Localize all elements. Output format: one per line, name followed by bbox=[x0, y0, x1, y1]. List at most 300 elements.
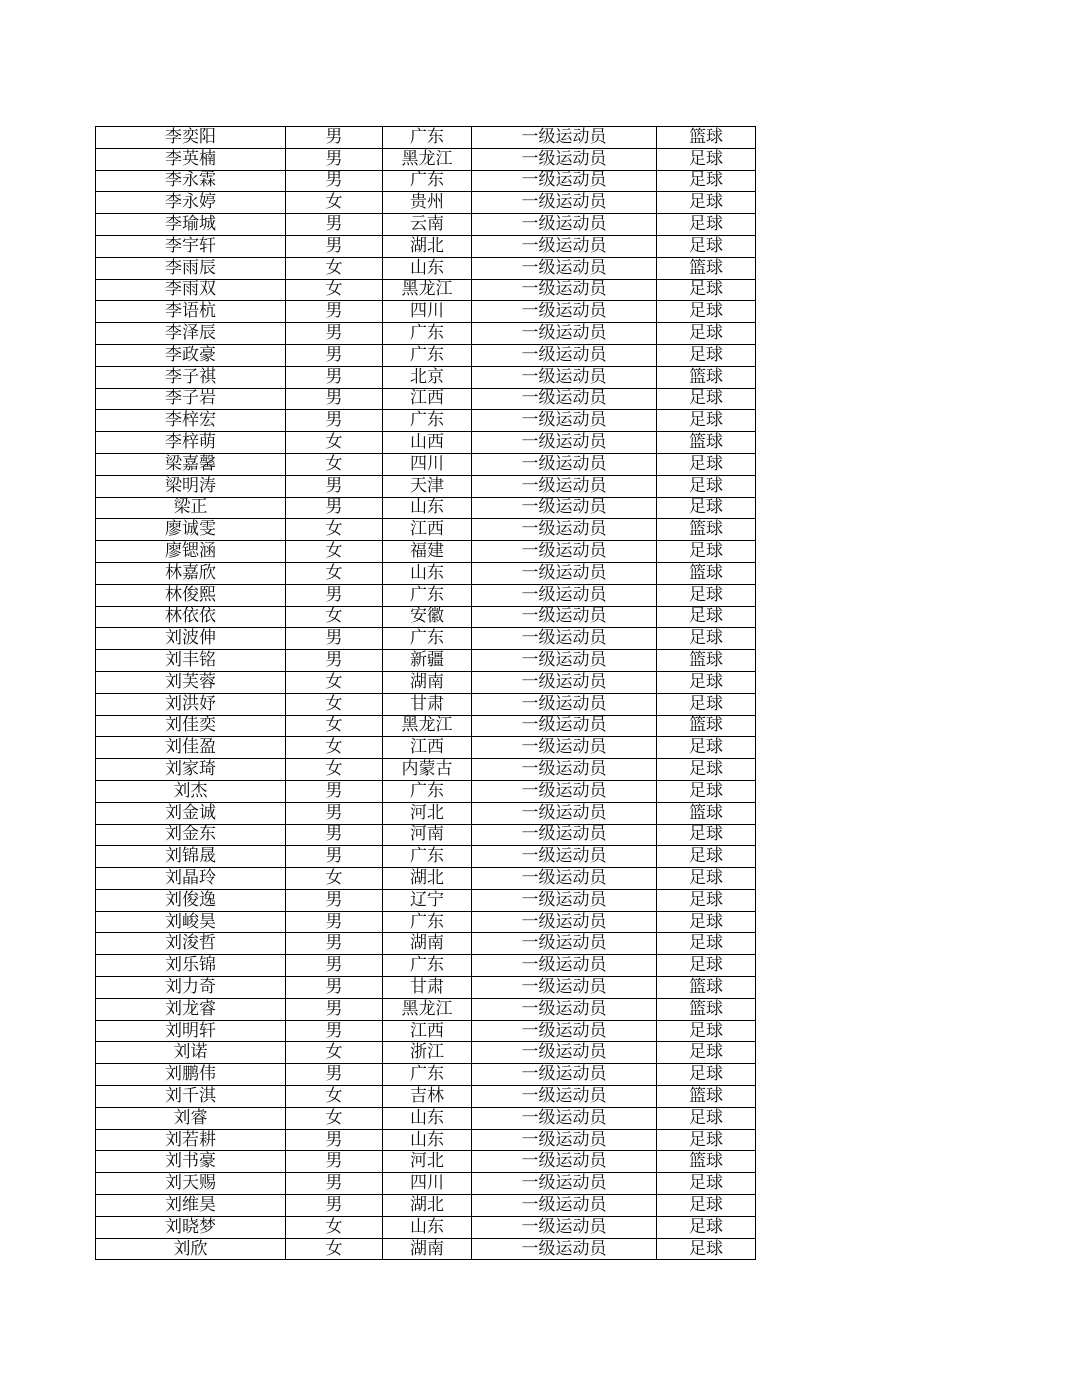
name-cell: 李梓宏 bbox=[96, 410, 286, 432]
table-row bbox=[96, 148, 756, 170]
level-cell: 一级运动员 bbox=[472, 759, 657, 781]
province-cell: 辽宁 bbox=[383, 889, 472, 911]
sport-cell: 足球 bbox=[657, 344, 756, 366]
level-cell: 一级运动员 bbox=[472, 584, 657, 606]
table-row bbox=[96, 1195, 756, 1217]
athlete-roster-table bbox=[95, 126, 756, 1260]
province-cell: 广东 bbox=[383, 955, 472, 977]
name-cell: 李泽辰 bbox=[96, 323, 286, 345]
name-cell: 刘佳盈 bbox=[96, 737, 286, 759]
province-cell: 黑龙江 bbox=[383, 715, 472, 737]
province-cell: 江西 bbox=[383, 519, 472, 541]
sport-cell: 足球 bbox=[657, 388, 756, 410]
gender-cell: 男 bbox=[286, 1129, 383, 1151]
sport-cell: 足球 bbox=[657, 846, 756, 868]
table-row bbox=[96, 868, 756, 890]
sport-cell: 足球 bbox=[657, 628, 756, 650]
province-cell: 广东 bbox=[383, 344, 472, 366]
table-row bbox=[96, 846, 756, 868]
table-row bbox=[96, 955, 756, 977]
sport-cell: 足球 bbox=[657, 671, 756, 693]
level-cell: 一级运动员 bbox=[472, 235, 657, 257]
level-cell: 一级运动员 bbox=[472, 1107, 657, 1129]
gender-cell: 男 bbox=[286, 127, 383, 149]
sport-cell: 篮球 bbox=[657, 257, 756, 279]
table-row bbox=[96, 323, 756, 345]
name-cell: 林依依 bbox=[96, 606, 286, 628]
gender-cell: 女 bbox=[286, 192, 383, 214]
sport-cell: 篮球 bbox=[657, 802, 756, 824]
sport-cell: 足球 bbox=[657, 323, 756, 345]
gender-cell: 男 bbox=[286, 1020, 383, 1042]
province-cell: 北京 bbox=[383, 366, 472, 388]
sport-cell: 足球 bbox=[657, 1042, 756, 1064]
table-row bbox=[96, 235, 756, 257]
sport-cell: 足球 bbox=[657, 889, 756, 911]
province-cell: 黑龙江 bbox=[383, 148, 472, 170]
sport-cell: 篮球 bbox=[657, 562, 756, 584]
sport-cell: 足球 bbox=[657, 541, 756, 563]
table-row bbox=[96, 671, 756, 693]
name-cell: 刘欣 bbox=[96, 1238, 286, 1260]
name-cell: 刘龙睿 bbox=[96, 998, 286, 1020]
province-cell: 山东 bbox=[383, 1216, 472, 1238]
level-cell: 一级运动员 bbox=[472, 911, 657, 933]
level-cell: 一级运动员 bbox=[472, 1129, 657, 1151]
sport-cell: 篮球 bbox=[657, 519, 756, 541]
table-row bbox=[96, 889, 756, 911]
gender-cell: 男 bbox=[286, 323, 383, 345]
province-cell: 四川 bbox=[383, 1173, 472, 1195]
gender-cell: 男 bbox=[286, 911, 383, 933]
gender-cell: 女 bbox=[286, 606, 383, 628]
gender-cell: 女 bbox=[286, 1042, 383, 1064]
name-cell: 刘峻昊 bbox=[96, 911, 286, 933]
name-cell: 刘浚哲 bbox=[96, 933, 286, 955]
table-row bbox=[96, 998, 756, 1020]
level-cell: 一级运动员 bbox=[472, 257, 657, 279]
province-cell: 山东 bbox=[383, 562, 472, 584]
sport-cell: 篮球 bbox=[657, 366, 756, 388]
sport-cell: 足球 bbox=[657, 1129, 756, 1151]
name-cell: 李永婷 bbox=[96, 192, 286, 214]
name-cell: 刘千淇 bbox=[96, 1086, 286, 1108]
sport-cell: 足球 bbox=[657, 868, 756, 890]
level-cell: 一级运动员 bbox=[472, 344, 657, 366]
name-cell: 李宇轩 bbox=[96, 235, 286, 257]
table-row bbox=[96, 257, 756, 279]
name-cell: 李雨双 bbox=[96, 279, 286, 301]
sport-cell: 足球 bbox=[657, 780, 756, 802]
gender-cell: 男 bbox=[286, 148, 383, 170]
province-cell: 湖北 bbox=[383, 235, 472, 257]
level-cell: 一级运动员 bbox=[472, 323, 657, 345]
table-row bbox=[96, 519, 756, 541]
gender-cell: 女 bbox=[286, 693, 383, 715]
sport-cell: 足球 bbox=[657, 911, 756, 933]
level-cell: 一级运动员 bbox=[472, 998, 657, 1020]
province-cell: 湖南 bbox=[383, 1238, 472, 1260]
table-row bbox=[96, 1042, 756, 1064]
level-cell: 一级运动员 bbox=[472, 127, 657, 149]
level-cell: 一级运动员 bbox=[472, 955, 657, 977]
level-cell: 一级运动员 bbox=[472, 606, 657, 628]
sport-cell: 足球 bbox=[657, 235, 756, 257]
table-row bbox=[96, 475, 756, 497]
gender-cell: 男 bbox=[286, 628, 383, 650]
level-cell: 一级运动员 bbox=[472, 366, 657, 388]
table-row bbox=[96, 562, 756, 584]
table-row bbox=[96, 606, 756, 628]
sport-cell: 足球 bbox=[657, 606, 756, 628]
name-cell: 刘睿 bbox=[96, 1107, 286, 1129]
gender-cell: 女 bbox=[286, 279, 383, 301]
table-row bbox=[96, 410, 756, 432]
sport-cell: 足球 bbox=[657, 475, 756, 497]
name-cell: 刘洪妤 bbox=[96, 693, 286, 715]
level-cell: 一级运动员 bbox=[472, 1173, 657, 1195]
province-cell: 广东 bbox=[383, 911, 472, 933]
gender-cell: 女 bbox=[286, 715, 383, 737]
gender-cell: 男 bbox=[286, 955, 383, 977]
name-cell: 刘维昊 bbox=[96, 1195, 286, 1217]
level-cell: 一级运动员 bbox=[472, 1086, 657, 1108]
table-row bbox=[96, 737, 756, 759]
table-row bbox=[96, 127, 756, 149]
sport-cell: 足球 bbox=[657, 693, 756, 715]
gender-cell: 男 bbox=[286, 497, 383, 519]
level-cell: 一级运动员 bbox=[472, 889, 657, 911]
name-cell: 刘家琦 bbox=[96, 759, 286, 781]
province-cell: 天津 bbox=[383, 475, 472, 497]
table-row bbox=[96, 584, 756, 606]
gender-cell: 男 bbox=[286, 933, 383, 955]
sport-cell: 足球 bbox=[657, 170, 756, 192]
sport-cell: 足球 bbox=[657, 1195, 756, 1217]
province-cell: 广东 bbox=[383, 584, 472, 606]
sport-cell: 篮球 bbox=[657, 127, 756, 149]
table-row bbox=[96, 344, 756, 366]
sport-cell: 篮球 bbox=[657, 1151, 756, 1173]
table-row bbox=[96, 497, 756, 519]
sport-cell: 足球 bbox=[657, 497, 756, 519]
table-row bbox=[96, 366, 756, 388]
table-row bbox=[96, 1216, 756, 1238]
name-cell: 李雨辰 bbox=[96, 257, 286, 279]
gender-cell: 女 bbox=[286, 759, 383, 781]
name-cell: 李瑜城 bbox=[96, 214, 286, 236]
gender-cell: 男 bbox=[286, 214, 383, 236]
gender-cell: 女 bbox=[286, 1107, 383, 1129]
province-cell: 内蒙古 bbox=[383, 759, 472, 781]
province-cell: 广东 bbox=[383, 410, 472, 432]
gender-cell: 男 bbox=[286, 998, 383, 1020]
name-cell: 刘金诚 bbox=[96, 802, 286, 824]
gender-cell: 男 bbox=[286, 780, 383, 802]
level-cell: 一级运动员 bbox=[472, 737, 657, 759]
table-row bbox=[96, 693, 756, 715]
gender-cell: 女 bbox=[286, 1238, 383, 1260]
gender-cell: 女 bbox=[286, 1086, 383, 1108]
level-cell: 一级运动员 bbox=[472, 192, 657, 214]
level-cell: 一级运动员 bbox=[472, 410, 657, 432]
province-cell: 福建 bbox=[383, 541, 472, 563]
name-cell: 李永霖 bbox=[96, 170, 286, 192]
table-row bbox=[96, 1064, 756, 1086]
table-row bbox=[96, 1151, 756, 1173]
level-cell: 一级运动员 bbox=[472, 1238, 657, 1260]
province-cell: 广东 bbox=[383, 780, 472, 802]
sport-cell: 足球 bbox=[657, 1107, 756, 1129]
gender-cell: 女 bbox=[286, 453, 383, 475]
table-row bbox=[96, 1238, 756, 1260]
gender-cell: 男 bbox=[286, 1064, 383, 1086]
gender-cell: 女 bbox=[286, 671, 383, 693]
sport-cell: 足球 bbox=[657, 737, 756, 759]
province-cell: 四川 bbox=[383, 301, 472, 323]
level-cell: 一级运动员 bbox=[472, 475, 657, 497]
province-cell: 山东 bbox=[383, 1129, 472, 1151]
name-cell: 梁正 bbox=[96, 497, 286, 519]
level-cell: 一级运动员 bbox=[472, 453, 657, 475]
level-cell: 一级运动员 bbox=[472, 541, 657, 563]
level-cell: 一级运动员 bbox=[472, 1020, 657, 1042]
gender-cell: 男 bbox=[286, 366, 383, 388]
gender-cell: 男 bbox=[286, 889, 383, 911]
table-row bbox=[96, 1173, 756, 1195]
level-cell: 一级运动员 bbox=[472, 148, 657, 170]
gender-cell: 男 bbox=[286, 388, 383, 410]
table-row bbox=[96, 933, 756, 955]
province-cell: 山东 bbox=[383, 1107, 472, 1129]
sport-cell: 篮球 bbox=[657, 998, 756, 1020]
gender-cell: 男 bbox=[286, 977, 383, 999]
gender-cell: 女 bbox=[286, 868, 383, 890]
province-cell: 江西 bbox=[383, 737, 472, 759]
gender-cell: 女 bbox=[286, 432, 383, 454]
level-cell: 一级运动员 bbox=[472, 519, 657, 541]
table-row bbox=[96, 650, 756, 672]
level-cell: 一级运动员 bbox=[472, 170, 657, 192]
province-cell: 吉林 bbox=[383, 1086, 472, 1108]
sport-cell: 足球 bbox=[657, 955, 756, 977]
gender-cell: 女 bbox=[286, 257, 383, 279]
province-cell: 广东 bbox=[383, 170, 472, 192]
name-cell: 刘波伸 bbox=[96, 628, 286, 650]
roster-body bbox=[96, 127, 756, 1260]
sport-cell: 足球 bbox=[657, 584, 756, 606]
province-cell: 湖南 bbox=[383, 933, 472, 955]
gender-cell: 女 bbox=[286, 519, 383, 541]
name-cell: 李语杭 bbox=[96, 301, 286, 323]
table-row bbox=[96, 759, 756, 781]
level-cell: 一级运动员 bbox=[472, 1195, 657, 1217]
table-row bbox=[96, 432, 756, 454]
sport-cell: 足球 bbox=[657, 301, 756, 323]
gender-cell: 女 bbox=[286, 562, 383, 584]
level-cell: 一级运动员 bbox=[472, 824, 657, 846]
gender-cell: 男 bbox=[286, 301, 383, 323]
sport-cell: 足球 bbox=[657, 453, 756, 475]
sport-cell: 篮球 bbox=[657, 650, 756, 672]
gender-cell: 男 bbox=[286, 475, 383, 497]
table-row bbox=[96, 192, 756, 214]
name-cell: 李奕阳 bbox=[96, 127, 286, 149]
level-cell: 一级运动员 bbox=[472, 214, 657, 236]
sport-cell: 足球 bbox=[657, 1216, 756, 1238]
sport-cell: 足球 bbox=[657, 279, 756, 301]
name-cell: 刘力奇 bbox=[96, 977, 286, 999]
province-cell: 山西 bbox=[383, 432, 472, 454]
gender-cell: 男 bbox=[286, 650, 383, 672]
table-row bbox=[96, 453, 756, 475]
name-cell: 刘书豪 bbox=[96, 1151, 286, 1173]
gender-cell: 女 bbox=[286, 737, 383, 759]
level-cell: 一级运动员 bbox=[472, 715, 657, 737]
gender-cell: 女 bbox=[286, 541, 383, 563]
province-cell: 浙江 bbox=[383, 1042, 472, 1064]
table-row bbox=[96, 1020, 756, 1042]
table-row bbox=[96, 802, 756, 824]
level-cell: 一级运动员 bbox=[472, 388, 657, 410]
level-cell: 一级运动员 bbox=[472, 497, 657, 519]
table-row bbox=[96, 1086, 756, 1108]
sport-cell: 足球 bbox=[657, 410, 756, 432]
province-cell: 四川 bbox=[383, 453, 472, 475]
name-cell: 林俊熙 bbox=[96, 584, 286, 606]
sport-cell: 足球 bbox=[657, 1238, 756, 1260]
sport-cell: 足球 bbox=[657, 214, 756, 236]
table-row bbox=[96, 170, 756, 192]
table-row bbox=[96, 301, 756, 323]
sport-cell: 足球 bbox=[657, 1173, 756, 1195]
name-cell: 林嘉欣 bbox=[96, 562, 286, 584]
name-cell: 刘金东 bbox=[96, 824, 286, 846]
province-cell: 山东 bbox=[383, 257, 472, 279]
province-cell: 广东 bbox=[383, 628, 472, 650]
gender-cell: 男 bbox=[286, 1173, 383, 1195]
name-cell: 刘晶玲 bbox=[96, 868, 286, 890]
level-cell: 一级运动员 bbox=[472, 693, 657, 715]
province-cell: 云南 bbox=[383, 214, 472, 236]
province-cell: 湖北 bbox=[383, 868, 472, 890]
name-cell: 刘诺 bbox=[96, 1042, 286, 1064]
table-row bbox=[96, 977, 756, 999]
level-cell: 一级运动员 bbox=[472, 780, 657, 802]
name-cell: 刘乐锦 bbox=[96, 955, 286, 977]
sport-cell: 篮球 bbox=[657, 1086, 756, 1108]
name-cell: 梁明涛 bbox=[96, 475, 286, 497]
province-cell: 广东 bbox=[383, 846, 472, 868]
sport-cell: 篮球 bbox=[657, 715, 756, 737]
level-cell: 一级运动员 bbox=[472, 1216, 657, 1238]
gender-cell: 男 bbox=[286, 410, 383, 432]
name-cell: 刘天赐 bbox=[96, 1173, 286, 1195]
sport-cell: 足球 bbox=[657, 1064, 756, 1086]
level-cell: 一级运动员 bbox=[472, 802, 657, 824]
name-cell: 李子岩 bbox=[96, 388, 286, 410]
province-cell: 甘肃 bbox=[383, 693, 472, 715]
level-cell: 一级运动员 bbox=[472, 301, 657, 323]
province-cell: 广东 bbox=[383, 1064, 472, 1086]
gender-cell: 男 bbox=[286, 344, 383, 366]
sport-cell: 足球 bbox=[657, 148, 756, 170]
name-cell: 刘芙蓉 bbox=[96, 671, 286, 693]
province-cell: 甘肃 bbox=[383, 977, 472, 999]
province-cell: 黑龙江 bbox=[383, 279, 472, 301]
level-cell: 一级运动员 bbox=[472, 279, 657, 301]
table-row bbox=[96, 541, 756, 563]
name-cell: 刘锦晟 bbox=[96, 846, 286, 868]
table-row bbox=[96, 628, 756, 650]
gender-cell: 男 bbox=[286, 1151, 383, 1173]
gender-cell: 男 bbox=[286, 824, 383, 846]
name-cell: 刘丰铭 bbox=[96, 650, 286, 672]
level-cell: 一级运动员 bbox=[472, 671, 657, 693]
sport-cell: 足球 bbox=[657, 759, 756, 781]
gender-cell: 女 bbox=[286, 1216, 383, 1238]
sport-cell: 足球 bbox=[657, 824, 756, 846]
province-cell: 江西 bbox=[383, 388, 472, 410]
table-row bbox=[96, 1107, 756, 1129]
name-cell: 廖诚雯 bbox=[96, 519, 286, 541]
sport-cell: 篮球 bbox=[657, 432, 756, 454]
name-cell: 李政豪 bbox=[96, 344, 286, 366]
name-cell: 刘杰 bbox=[96, 780, 286, 802]
level-cell: 一级运动员 bbox=[472, 868, 657, 890]
province-cell: 湖北 bbox=[383, 1195, 472, 1217]
province-cell: 河南 bbox=[383, 824, 472, 846]
level-cell: 一级运动员 bbox=[472, 628, 657, 650]
province-cell: 江西 bbox=[383, 1020, 472, 1042]
province-cell: 湖南 bbox=[383, 671, 472, 693]
sport-cell: 足球 bbox=[657, 192, 756, 214]
province-cell: 黑龙江 bbox=[383, 998, 472, 1020]
name-cell: 刘晓梦 bbox=[96, 1216, 286, 1238]
table-row bbox=[96, 279, 756, 301]
province-cell: 安徽 bbox=[383, 606, 472, 628]
gender-cell: 男 bbox=[286, 584, 383, 606]
gender-cell: 男 bbox=[286, 846, 383, 868]
gender-cell: 男 bbox=[286, 170, 383, 192]
province-cell: 山东 bbox=[383, 497, 472, 519]
name-cell: 李子祺 bbox=[96, 366, 286, 388]
gender-cell: 男 bbox=[286, 1195, 383, 1217]
table-row bbox=[96, 1129, 756, 1151]
name-cell: 李英楠 bbox=[96, 148, 286, 170]
level-cell: 一级运动员 bbox=[472, 1151, 657, 1173]
table-row bbox=[96, 911, 756, 933]
level-cell: 一级运动员 bbox=[472, 933, 657, 955]
gender-cell: 男 bbox=[286, 235, 383, 257]
level-cell: 一级运动员 bbox=[472, 977, 657, 999]
gender-cell: 男 bbox=[286, 802, 383, 824]
table-row bbox=[96, 715, 756, 737]
province-cell: 河北 bbox=[383, 1151, 472, 1173]
name-cell: 刘若耕 bbox=[96, 1129, 286, 1151]
table-row bbox=[96, 780, 756, 802]
table-row bbox=[96, 824, 756, 846]
name-cell: 刘俊逸 bbox=[96, 889, 286, 911]
sport-cell: 篮球 bbox=[657, 977, 756, 999]
level-cell: 一级运动员 bbox=[472, 432, 657, 454]
name-cell: 刘鹏伟 bbox=[96, 1064, 286, 1086]
name-cell: 刘明轩 bbox=[96, 1020, 286, 1042]
province-cell: 贵州 bbox=[383, 192, 472, 214]
level-cell: 一级运动员 bbox=[472, 846, 657, 868]
province-cell: 广东 bbox=[383, 127, 472, 149]
province-cell: 河北 bbox=[383, 802, 472, 824]
